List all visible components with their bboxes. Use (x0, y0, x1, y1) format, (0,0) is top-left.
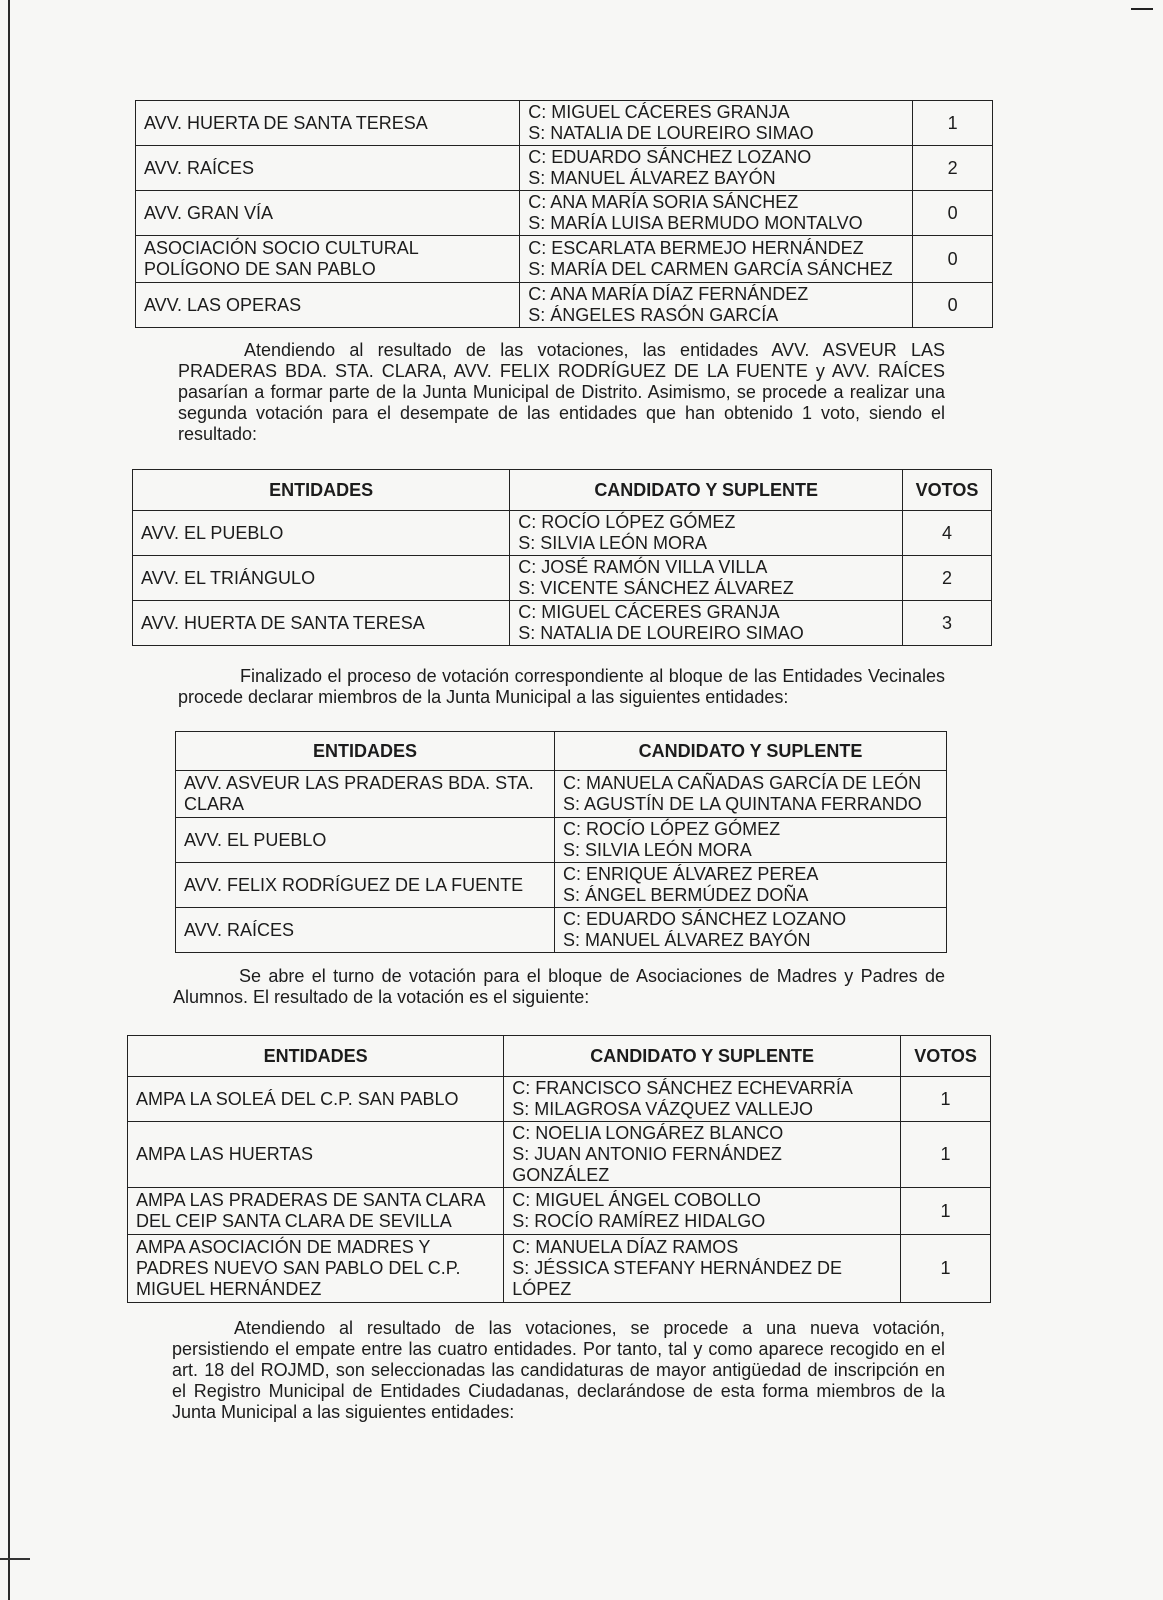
votes-cell: 1 (901, 1188, 991, 1235)
votes-cell: 3 (903, 601, 992, 646)
table-row (128, 1077, 991, 1122)
paragraph-second-vote: Atendiendo al resultado de las votaciones, las entidades AVV. ASVEUR LAS PRADERAS BDA. STA. CLARA, AVV. FELIX RODRÍGUEZ DE LA FUENTE y AVV. RAÍCES pasarían a formar parte de la Junta Municipal de Distrito. Asimismo, se procede a realizar una segunda votación para el desempate de las entidades que han obtenido 1 voto, siendo el resultado: (178, 340, 945, 444)
suplente-name: S: NATALIA DE LOUREIRO SIMAO (518, 623, 804, 643)
entity-cell: AMPA LA SOLEÁ DEL C.P. SAN PABLO (128, 1077, 504, 1122)
votes-cell: 0 (913, 191, 993, 236)
titular-name: C: MIGUEL CÁCERES GRANJA (528, 102, 790, 122)
entity-cell: AVV. EL PUEBLO (176, 818, 555, 863)
entity-cell: AVV. ASVEUR LAS PRADERAS BDA. STA. CLARA (176, 771, 555, 818)
titular-name: C: ROCÍO LÓPEZ GÓMEZ (563, 819, 781, 839)
table-row (136, 101, 993, 146)
paragraph-ampa-tiebreak: Atendiendo al resultado de las votaciones, se procede a una nueva votación, persistiendo el empate entre las cuatro entidades. Por tanto, tal y como aparece recogido en el art. 18 del ROJMD, son seleccionadas las candidaturas de mayor antigüedad de inscripción en el Registro Municipal de Entidades Ciudadanas, declarándose de esta forma miembros de la Junta Municipal a las siguientes entidades: (172, 1318, 945, 1422)
suplente-name-continued: LÓPEZ (512, 1279, 572, 1299)
votes-cell: 1 (901, 1077, 991, 1122)
entity-cell: ASOCIACIÓN SOCIO CULTURAL POLÍGONO DE SAN PABLO (136, 236, 520, 283)
header-votos: VOTOS (903, 470, 992, 511)
table-row (133, 556, 992, 601)
table-row (176, 863, 947, 908)
declared-members-table (175, 731, 947, 953)
candidate-cell (510, 511, 903, 556)
candidate-cell (504, 1235, 901, 1303)
titular-name: C: ESCARLATA BERMEJO HERNÁNDEZ (528, 238, 864, 258)
table-row (128, 1188, 991, 1235)
candidate-cell (555, 908, 947, 953)
titular-name: C: ENRIQUE ÁLVAREZ PEREA (563, 864, 819, 884)
candidate-cell (520, 236, 913, 283)
titular-name: C: MANUELA DÍAZ RAMOS (512, 1237, 739, 1257)
scan-bottom-mark (0, 1558, 30, 1560)
candidate-cell (520, 146, 913, 191)
entity-cell: AMPA ASOCIACIÓN DE MADRES Y PADRES NUEVO SAN PABLO DEL C.P. MIGUEL HERNÁNDEZ (128, 1235, 504, 1303)
entity-cell: AVV. GRAN VÍA (136, 191, 520, 236)
header-entidades: ENTIDADES (128, 1036, 504, 1077)
table-row (176, 818, 947, 863)
header-entidades: ENTIDADES (176, 732, 555, 771)
titular-name: C: EDUARDO SÁNCHEZ LOZANO (528, 147, 812, 167)
table-row (128, 1235, 991, 1303)
entity-cell: AMPA LAS PRADERAS DE SANTA CLARA DEL CEIP SANTA CLARA DE SEVILLA (128, 1188, 504, 1235)
table-row (128, 1122, 991, 1188)
table-row (176, 771, 947, 818)
titular-name: C: MIGUEL ÁNGEL COBOLLO (512, 1190, 761, 1210)
candidate-cell (520, 101, 913, 146)
suplente-name: S: SILVIA LEÓN MORA (518, 533, 708, 553)
titular-name: C: MANUELA CAÑADAS GARCÍA DE LEÓN (563, 773, 922, 793)
suplente-name: S: ÁNGELES RASÓN GARCÍA (528, 305, 779, 325)
entity-cell: AVV. HUERTA DE SANTA TERESA (133, 601, 510, 646)
suplente-name: S: MANUEL ÁLVAREZ BAYÓN (563, 930, 811, 950)
candidate-cell (504, 1077, 901, 1122)
header-candidato: CANDIDATO Y SUPLENTE (510, 470, 903, 511)
votes-cell: 1 (913, 101, 993, 146)
scan-top-mark (1131, 8, 1153, 10)
paragraph-declared-members: Finalizado el proceso de votación correspondiente al bloque de las Entidades Vecinales procede declarar miembros de la Junta Municipal a las siguientes entidades: (178, 666, 945, 707)
header-entidades: ENTIDADES (133, 470, 510, 511)
suplente-name: S: MARÍA LUISA BERMUDO MONTALVO (528, 213, 863, 233)
ampa-vote-table (127, 1035, 991, 1303)
suplente-name: S: MANUEL ÁLVAREZ BAYÓN (528, 168, 776, 188)
header-candidato: CANDIDATO Y SUPLENTE (504, 1036, 901, 1077)
titular-name: C: MIGUEL CÁCERES GRANJA (518, 602, 780, 622)
votes-cell: 1 (901, 1235, 991, 1303)
table-row (136, 283, 993, 328)
suplente-name: S: ÁNGEL BERMÚDEZ DOÑA (563, 885, 809, 905)
candidate-cell (555, 818, 947, 863)
candidate-cell (510, 601, 903, 646)
suplente-name: S: JÉSSICA STEFANY HERNÁNDEZ DE (512, 1258, 842, 1278)
entity-cell: AVV. LAS OPERAS (136, 283, 520, 328)
table-header-row (176, 732, 947, 771)
header-candidato: CANDIDATO Y SUPLENTE (555, 732, 947, 771)
entity-cell: AMPA LAS HUERTAS (128, 1122, 504, 1188)
votes-cell: 2 (903, 556, 992, 601)
suplente-name: S: AGUSTÍN DE LA QUINTANA FERRANDO (563, 794, 922, 814)
candidate-cell (555, 863, 947, 908)
entity-cell: AVV. EL TRIÁNGULO (133, 556, 510, 601)
table-row (133, 601, 992, 646)
candidate-cell (520, 191, 913, 236)
votes-cell: 0 (913, 283, 993, 328)
votes-cell: 0 (913, 236, 993, 283)
suplente-name: S: VICENTE SÁNCHEZ ÁLVAREZ (518, 578, 794, 598)
titular-name: C: JOSÉ RAMÓN VILLA VILLA (518, 557, 768, 577)
suplente-name: S: ROCÍO RAMÍREZ HIDALGO (512, 1211, 766, 1231)
votes-cell: 1 (901, 1122, 991, 1188)
titular-name: C: EDUARDO SÁNCHEZ LOZANO (563, 909, 847, 929)
entity-cell: AVV. EL PUEBLO (133, 511, 510, 556)
votes-cell: 4 (903, 511, 992, 556)
first-vote-results-table (135, 100, 993, 328)
table-row (136, 191, 993, 236)
table-header-row (133, 470, 992, 511)
titular-name: C: ANA MARÍA SORIA SÁNCHEZ (528, 192, 799, 212)
entity-cell: AVV. RAÍCES (176, 908, 555, 953)
paragraph-ampa-vote: Se abre el turno de votación para el bloque de Asociaciones de Madres y Padres de Alumnos. El resultado de la votación es el siguiente: (173, 966, 945, 1007)
table-row (133, 511, 992, 556)
candidate-cell (504, 1188, 901, 1235)
table-header-row (128, 1036, 991, 1077)
titular-name: C: FRANCISCO SÁNCHEZ ECHEVARRÍA (512, 1078, 853, 1098)
titular-name: C: ROCÍO LÓPEZ GÓMEZ (518, 512, 736, 532)
suplente-name: S: MARÍA DEL CARMEN GARCÍA SÁNCHEZ (528, 259, 893, 279)
candidate-cell (520, 283, 913, 328)
table-row (176, 908, 947, 953)
entity-cell: AVV. FELIX RODRÍGUEZ DE LA FUENTE (176, 863, 555, 908)
suplente-name: S: JUAN ANTONIO FERNÁNDEZ (512, 1144, 782, 1164)
candidate-cell (510, 556, 903, 601)
entity-cell: AVV. HUERTA DE SANTA TERESA (136, 101, 520, 146)
table-row (136, 236, 993, 283)
candidate-cell (555, 771, 947, 818)
entity-cell: AVV. RAÍCES (136, 146, 520, 191)
candidate-cell (504, 1122, 901, 1188)
titular-name: C: NOELIA LONGÁREZ BLANCO (512, 1123, 784, 1143)
suplente-name: S: NATALIA DE LOUREIRO SIMAO (528, 123, 814, 143)
scan-left-edge (8, 0, 10, 1600)
suplente-name-continued: GONZÁLEZ (512, 1165, 610, 1185)
header-votos: VOTOS (901, 1036, 991, 1077)
votes-cell: 2 (913, 146, 993, 191)
suplente-name: S: SILVIA LEÓN MORA (563, 840, 752, 860)
table-row (136, 146, 993, 191)
suplente-name: S: MILAGROSA VÁZQUEZ VALLEJO (512, 1099, 813, 1119)
titular-name: C: ANA MARÍA DÍAZ FERNÁNDEZ (528, 284, 809, 304)
tiebreak-vote-table (132, 469, 992, 646)
